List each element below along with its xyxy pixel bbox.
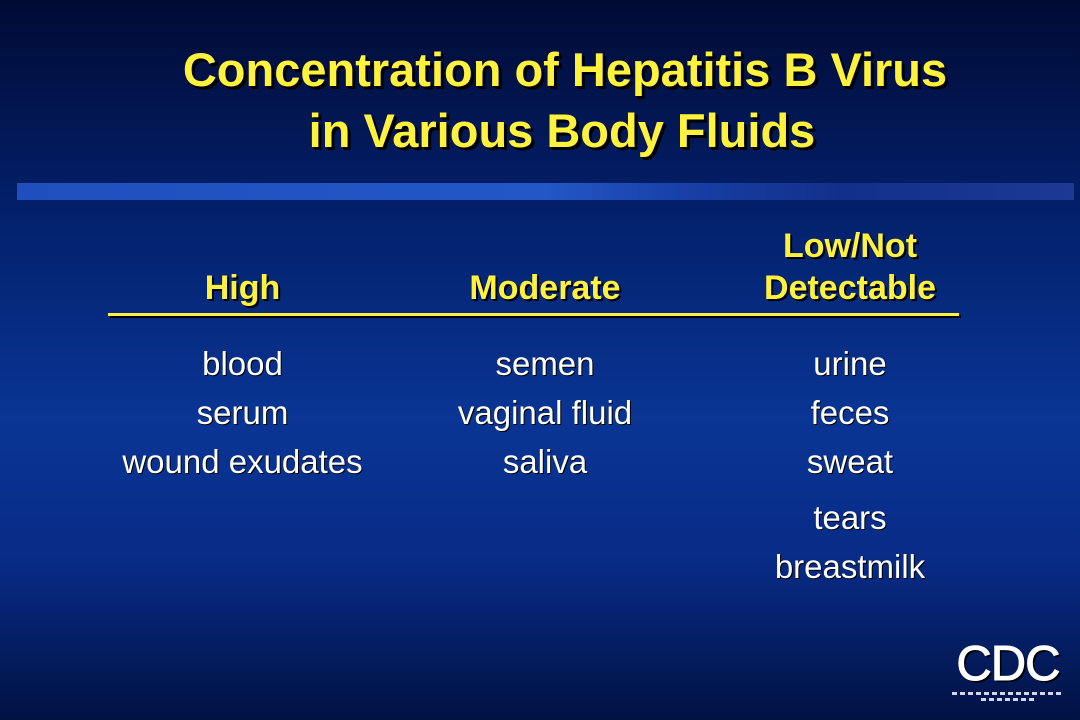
list-item: feces [810,394,890,431]
list-item: vaginal fluid [457,394,633,431]
title-divider-bar [17,183,1074,200]
column-low-not-detectable [720,220,980,585]
list-item: semen [495,345,595,382]
column-high-list [100,341,385,488]
column-low-list [720,341,980,593]
cdc-logo-text: CDC [956,637,1060,691]
column-header-underline [108,313,959,316]
column-header-low-label: Low/Not Detectable [764,227,936,307]
column-header-moderate-label: Moderate [469,269,621,307]
column-high [100,220,385,480]
list-item: blood [202,345,283,382]
slide-title-line-2: in Various Body Fluids [308,104,816,157]
list-item: breastmilk [774,548,926,585]
list-item: urine [813,345,887,382]
list-item: wound exudates [122,443,363,480]
column-moderate [400,220,690,480]
cdc-logo-fine-print-2 [981,698,1035,701]
slide-title-line-1: Concentration of Hepatitis B Virus [182,43,948,96]
column-header-moderate [400,220,690,309]
column-header-high-label: High [204,269,281,307]
list-item: serum [196,394,289,431]
column-moderate-list [400,341,690,488]
cdc-logo [952,638,1064,710]
list-item: saliva [502,443,588,480]
list-item: tears [813,499,887,536]
slide-title [0,39,1080,161]
list-item: sweat [806,443,894,480]
cdc-logo-fine-print [952,692,1064,695]
column-header-high [100,220,385,309]
column-header-low-not-detectable [720,220,980,309]
fluid-concentration-table [0,220,1080,600]
